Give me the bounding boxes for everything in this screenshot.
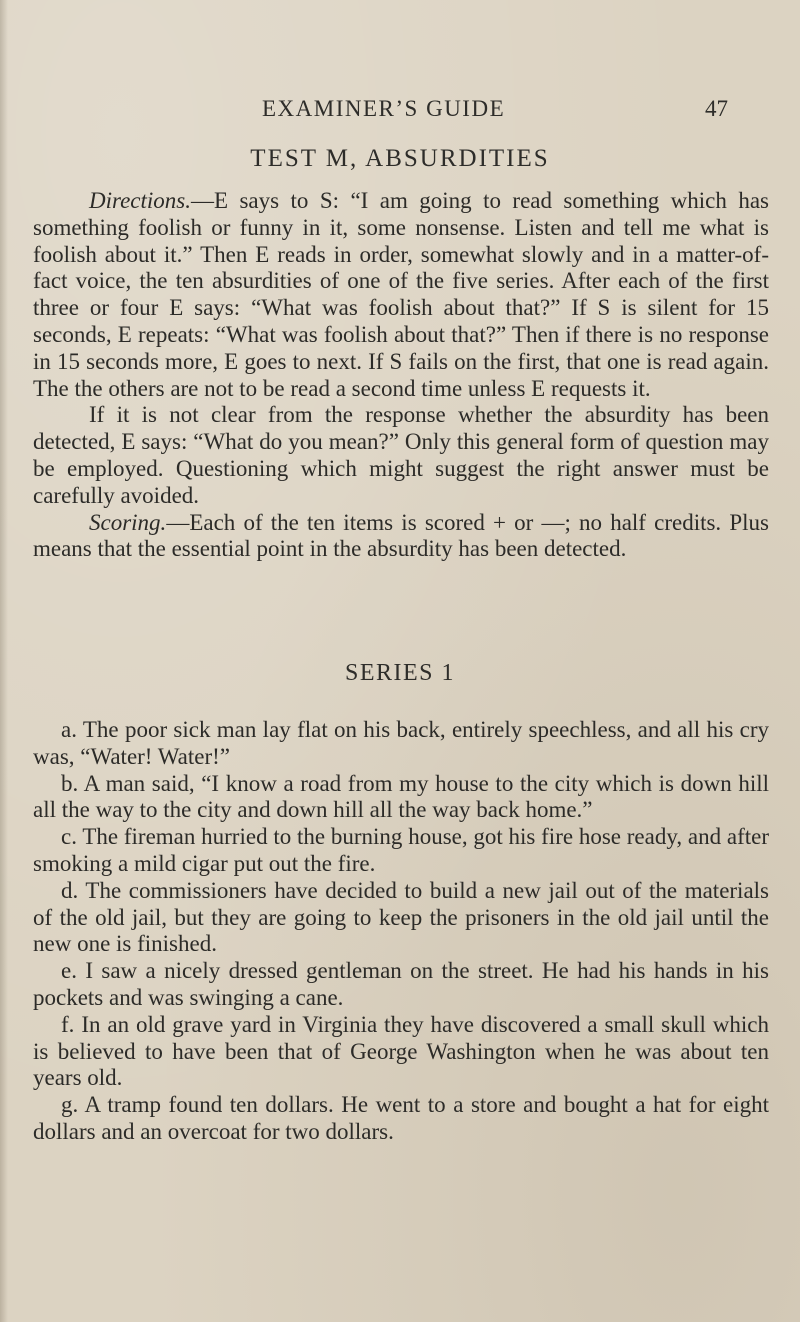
page-number: 47 <box>705 96 728 121</box>
list-item <box>33 771 769 825</box>
item-letter: b. <box>61 770 79 796</box>
list-item <box>33 878 769 958</box>
list-item <box>33 717 769 771</box>
test-title: TEST M, ABSURDITIES <box>250 145 550 172</box>
item-letter: e. <box>61 958 77 984</box>
directions-text: —E says to S: “I am going to read something which has something foolish or funny in it, some nonsense. Listen and tell me what is foolish about it.” Then E reads in order, somewhat slowly and in a matter-of-fact voice, the ten absurdities of one of the five series. After each of the first three or four E says: “What was foolish about that?” If S is silent for 15 seconds, E repeats: “What was foolish about that?” Then if there is no response in 15 seconds more, E goes to next. If S fails on the first, that one is read again. The the others are not to be read a second time unless E requests it. <box>33 188 769 401</box>
item-letter: d. <box>61 877 79 903</box>
list-item <box>33 824 769 878</box>
running-title: EXAMINER’S GUIDE <box>262 96 506 121</box>
item-text: In an old grave yard in Virginia they have discovered a small skull which is believed to have been that of George Washington when he was about ten years old. <box>33 1011 769 1091</box>
item-letter: f. <box>61 1011 75 1037</box>
item-letter: c. <box>61 824 77 850</box>
clarification-paragraph: If it is not clear from the response whether the absurdity has been detected, E says: “What do you mean?” Only this general form of question may be employed. Questioning which might suggest the right answer must be carefully avoided. <box>33 402 769 508</box>
item-letter: a. <box>61 717 77 742</box>
directions-label: Directions. <box>89 188 191 213</box>
absurdity-items-list <box>33 717 769 1146</box>
item-text: The fireman hurried to the burning house, got his fire hose ready, and after smoking a mild cigar put out the fire. <box>33 824 769 876</box>
item-text: I saw a nicely dressed gentleman on the street. He had his hands in his pockets and was swinging a cane. <box>33 958 769 1010</box>
instructions-section <box>33 188 769 563</box>
scoring-text: —Each of the ten items is scored + or —; no half credits. Plus means that the essential point in the absurdity has been detected. <box>33 509 769 562</box>
list-item <box>33 1092 769 1146</box>
running-header <box>0 96 800 126</box>
item-text: A tramp found ten dollars. He went to a store and bought a hat for eight dollars and an overcoat for two dollars. <box>33 1092 769 1144</box>
item-text: A man said, “I know a road from my house to the city which is down hill all the way to the city and down hill all the way back home.” <box>33 770 769 823</box>
scoring-label: Scoring. <box>89 509 167 535</box>
item-letter: g. <box>61 1092 79 1118</box>
list-item <box>33 958 769 1012</box>
list-item <box>33 1012 769 1092</box>
series-heading: SERIES 1 <box>344 660 455 686</box>
item-text: The commissioners have decided to build a new jail out of the materials of the old jail, but they are going to keep the prisoners in the old jail until the new one is finished. <box>33 877 770 957</box>
directions-paragraph <box>33 188 769 402</box>
item-text: The poor sick man lay flat on his back, entirely speechless, and all his cry was, “Water! Water!” <box>33 717 769 769</box>
scoring-paragraph <box>33 510 769 564</box>
